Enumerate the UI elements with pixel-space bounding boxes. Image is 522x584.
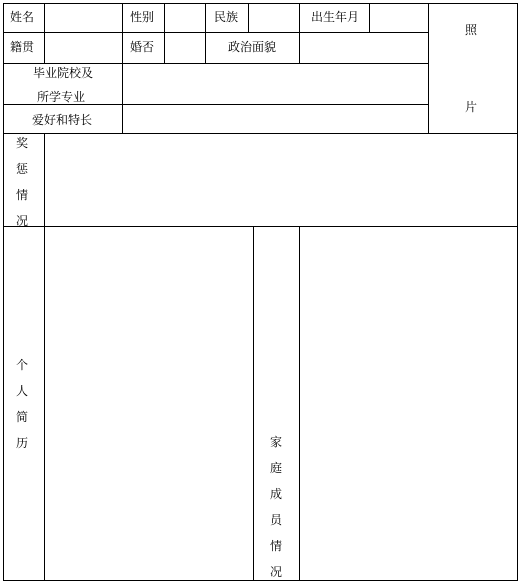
family-label-char: 家	[269, 435, 282, 449]
gender-label: 性别	[130, 10, 155, 24]
grid-line	[205, 3, 206, 64]
family-label-char: 况	[269, 565, 282, 579]
photo-label-char-2: 片	[465, 100, 478, 114]
political-status-field[interactable]	[300, 33, 427, 63]
grid-line	[3, 580, 518, 581]
awards-label-char: 奖	[15, 136, 28, 150]
resume-label-char: 个	[15, 358, 28, 372]
family-members-field[interactable]	[300, 227, 517, 580]
family-label-char: 情	[269, 539, 282, 553]
resume-label-char: 人	[15, 384, 28, 398]
hobbies-field[interactable]	[123, 105, 427, 133]
school-label-line-1: 毕业院校及	[33, 66, 94, 80]
native-place-field[interactable]	[45, 33, 121, 63]
school-label-line-2: 所学专业	[37, 90, 86, 104]
marital-status-label: 婚否	[130, 40, 155, 54]
grid-line	[253, 226, 254, 581]
birth-date-label: 出生年月	[311, 10, 360, 24]
ethnicity-field[interactable]	[249, 4, 298, 32]
name-field[interactable]	[45, 4, 121, 32]
family-label-char: 成	[269, 487, 282, 501]
photo-label-char-1: 照	[465, 23, 478, 37]
resume-label-char: 简	[15, 410, 28, 424]
awards-label-char: 惩	[15, 162, 28, 176]
name-label: 姓名	[10, 10, 35, 24]
family-label-char: 庭	[269, 461, 282, 475]
awards-label-char: 情	[15, 188, 28, 202]
school-major-field[interactable]	[123, 64, 427, 104]
gender-field[interactable]	[165, 4, 204, 32]
resume-field[interactable]	[45, 227, 253, 580]
native-place-label: 籍贯	[10, 40, 35, 54]
awards-label-char: 况	[15, 214, 28, 228]
resume-label-char: 历	[15, 436, 28, 450]
marital-status-field[interactable]	[165, 33, 204, 63]
hobbies-label: 爱好和特长	[32, 113, 93, 127]
awards-field[interactable]	[45, 134, 517, 226]
ethnicity-label: 民族	[214, 10, 239, 24]
grid-line	[3, 3, 4, 581]
photo-box[interactable]	[429, 4, 517, 133]
grid-line	[517, 3, 518, 581]
birth-date-field[interactable]	[370, 4, 427, 32]
political-status-label: 政治面貌	[228, 40, 277, 54]
family-label-char: 员	[269, 513, 282, 527]
